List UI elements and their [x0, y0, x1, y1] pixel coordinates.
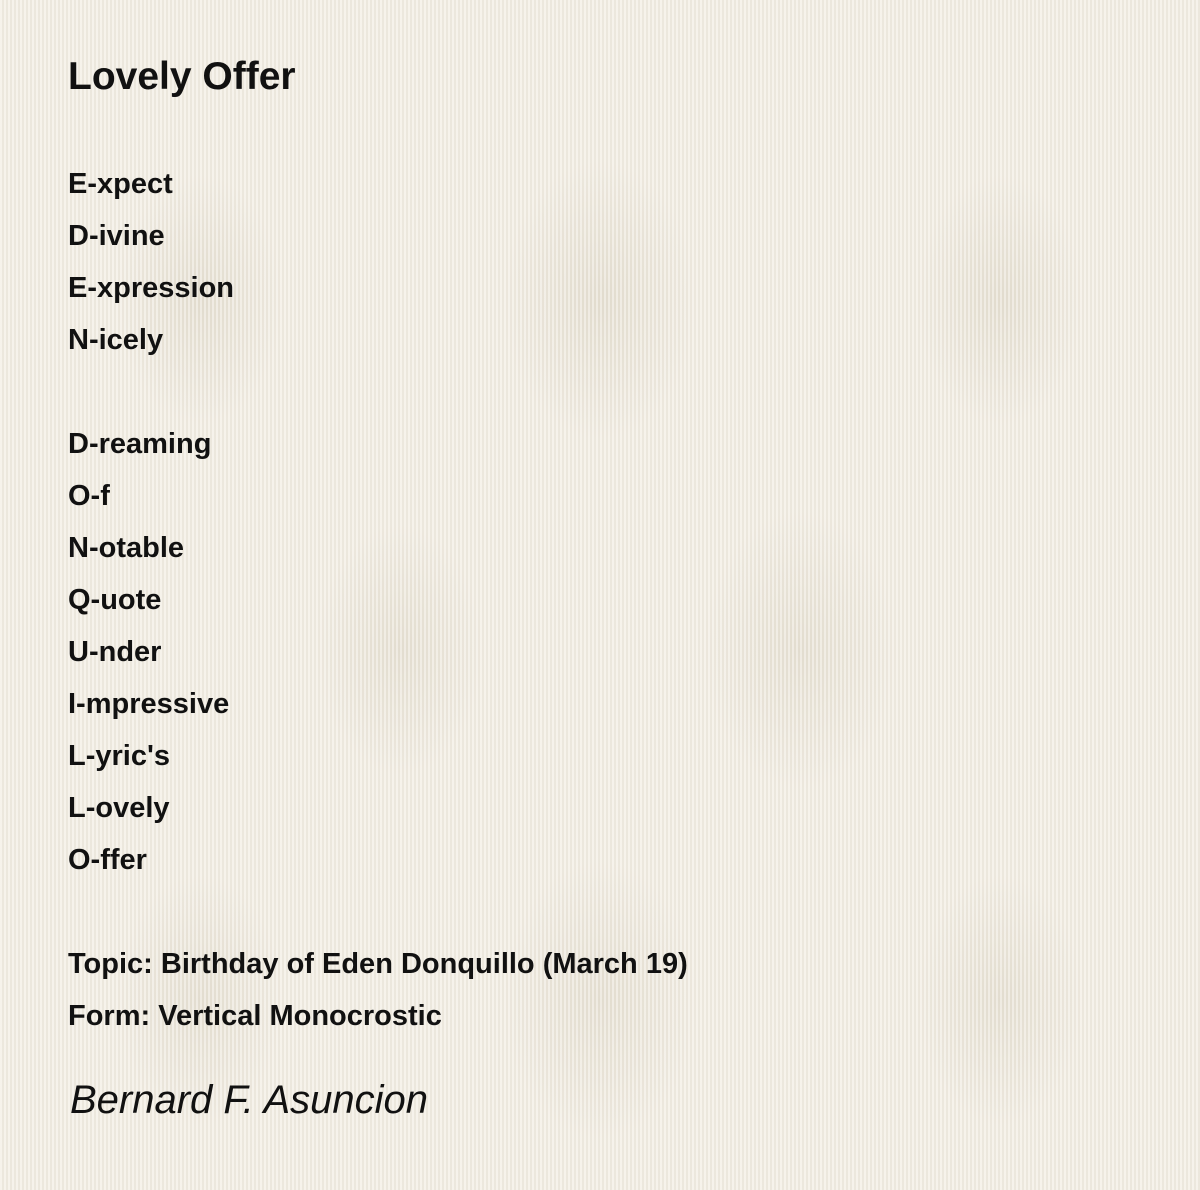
poem-line: I-mpressive	[68, 688, 230, 720]
poem-title: Lovely Offer	[68, 55, 296, 98]
poem-line: N-otable	[68, 532, 184, 564]
poem-notes	[68, 938, 1128, 1042]
poem-line: E-xpression	[68, 272, 234, 304]
poem-card	[68, 48, 1128, 1128]
poem-line: U-nder	[68, 636, 162, 668]
poem-line: D-reaming	[68, 428, 212, 460]
stanza-1	[68, 158, 1128, 366]
poem-body	[68, 158, 1128, 1042]
stanza-2	[68, 418, 1128, 886]
poem-line: N-icely	[68, 324, 164, 356]
poem-line: Q-uote	[68, 584, 162, 616]
poem-line: E-xpect	[68, 168, 173, 200]
poem-line: O-ffer	[68, 844, 147, 876]
poem-line: D-ivine	[68, 220, 165, 252]
poem-author: Bernard F. Asuncion	[70, 1078, 428, 1122]
poem-line: O-f	[68, 480, 110, 512]
poem-form: Form: Vertical Monocrostic	[68, 1000, 442, 1032]
poem-line: L-ovely	[68, 792, 170, 824]
poem-topic: Topic: Birthday of Eden Donquillo (March 19)	[68, 948, 688, 980]
poem-line: L-yric's	[68, 740, 170, 772]
